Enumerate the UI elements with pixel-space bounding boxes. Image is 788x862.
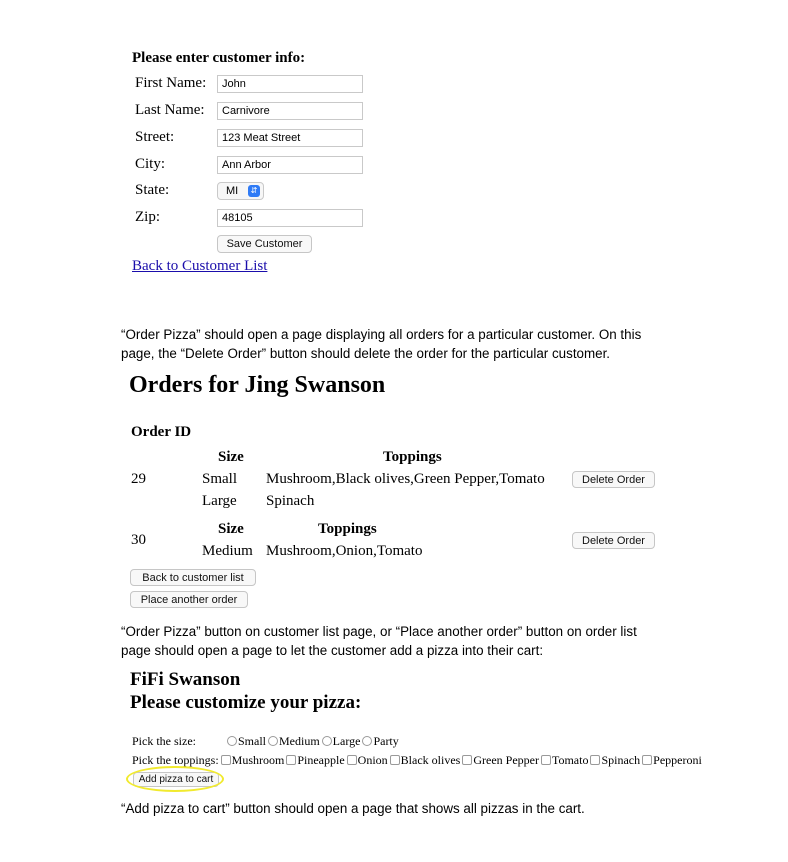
back-to-customer-list-link[interactable]: Back to Customer List [132, 258, 268, 274]
yellow-highlight-circle [126, 766, 224, 792]
size-option-label: Small [237, 734, 266, 748]
topping-option-label: Green Pepper [473, 753, 539, 767]
topping-checkbox[interactable] [286, 755, 296, 765]
size-option-label: Party [373, 734, 399, 748]
place-order-description [121, 622, 721, 660]
city-field[interactable]: Ann Arbor [217, 156, 363, 174]
order-id-header: Order ID [131, 424, 192, 440]
topping-checkbox[interactable] [462, 755, 472, 765]
size-header: Size [218, 449, 244, 465]
topping-option-label: Pepperoni [653, 753, 702, 767]
order-id-cell: 30 [131, 532, 146, 548]
size-picker-row [132, 734, 399, 749]
place-another-order-button[interactable]: Place another order [130, 591, 248, 608]
topping-checkbox[interactable] [390, 755, 400, 765]
add-to-cart-description: “Add pizza to cart” button should open a page that shows all pizzas in the cart. [121, 801, 585, 816]
topping-option-label: Spinach [601, 753, 641, 767]
toppings-header: Toppings [318, 521, 377, 537]
topping-option-label: Tomato [551, 753, 589, 767]
add-pizza-to-cart-button[interactable]: Add pizza to cart [133, 772, 219, 787]
topping-option-label: Mushroom [231, 753, 285, 767]
order-id-cell: 29 [131, 471, 146, 487]
first-name-label: First Name: [135, 75, 207, 91]
delete-order-button[interactable]: Delete Order [572, 471, 655, 488]
place-order-line-1: “Order Pizza” button on customer list page, or “Place another order” button on order list [121, 624, 637, 639]
street-label: Street: [135, 129, 175, 145]
topping-option-label: Pineapple [297, 753, 345, 767]
toppings-picker-label: Pick the toppings: [132, 753, 219, 767]
pizza-toppings-cell: Spinach [266, 493, 315, 509]
topping-checkbox[interactable] [590, 755, 600, 765]
pizza-size-cell: Small [202, 471, 238, 487]
topping-option-label: Black olives [400, 753, 461, 767]
size-radio[interactable] [322, 736, 332, 746]
customer-name-heading: FiFi Swanson [130, 669, 241, 690]
state-select[interactable] [217, 182, 264, 200]
customer-form-title: Please enter customer info: [132, 50, 306, 66]
place-order-line-2: page should open a page to let the customer add a pizza into their cart: [121, 643, 544, 658]
size-picker-label: Pick the size: [132, 734, 196, 748]
toppings-picker-row [132, 753, 702, 768]
zip-label: Zip: [135, 209, 160, 225]
save-customer-button[interactable]: Save Customer [217, 235, 312, 253]
topping-checkbox[interactable] [541, 755, 551, 765]
topping-option-label: Onion [357, 753, 388, 767]
toppings-header: Toppings [383, 449, 442, 465]
orders-page-title: Orders for Jing Swanson [129, 372, 386, 398]
topping-checkbox[interactable] [642, 755, 652, 765]
state-label: State: [135, 182, 170, 198]
zip-field[interactable]: 48105 [217, 209, 363, 227]
topping-checkbox[interactable] [347, 755, 357, 765]
state-select-value: MI [226, 185, 239, 197]
back-to-customer-list-button[interactable]: Back to customer list [130, 569, 256, 586]
size-option-label: Medium [279, 734, 320, 748]
pizza-toppings-cell: Mushroom,Onion,Tomato [266, 543, 423, 559]
size-option-label: Large [332, 734, 361, 748]
last-name-label: Last Name: [135, 102, 205, 118]
customize-heading: Please customize your pizza: [130, 692, 362, 713]
topping-checkbox[interactable] [221, 755, 231, 765]
pizza-size-cell: Medium [202, 543, 253, 559]
city-label: City: [135, 156, 166, 172]
size-radio[interactable] [362, 736, 372, 746]
size-radio[interactable] [268, 736, 278, 746]
order-pizza-description [121, 325, 721, 363]
size-radio[interactable] [227, 736, 237, 746]
order-pizza-line-2: page, the “Delete Order” button should delete the order for the particular customer. [121, 346, 611, 361]
size-header: Size [218, 521, 244, 537]
order-pizza-line-1: “Order Pizza” should open a page displaying all orders for a particular customer. On this [121, 327, 642, 342]
pizza-toppings-cell: Mushroom,Black olives,Green Pepper,Tomato [266, 471, 545, 487]
street-field[interactable]: 123 Meat Street [217, 129, 363, 147]
chevron-updown-icon: ⇵ [248, 185, 260, 197]
first-name-field[interactable]: John [217, 75, 363, 93]
pizza-size-cell: Large [202, 493, 237, 509]
delete-order-button[interactable]: Delete Order [572, 532, 655, 549]
last-name-field[interactable]: Carnivore [217, 102, 363, 120]
